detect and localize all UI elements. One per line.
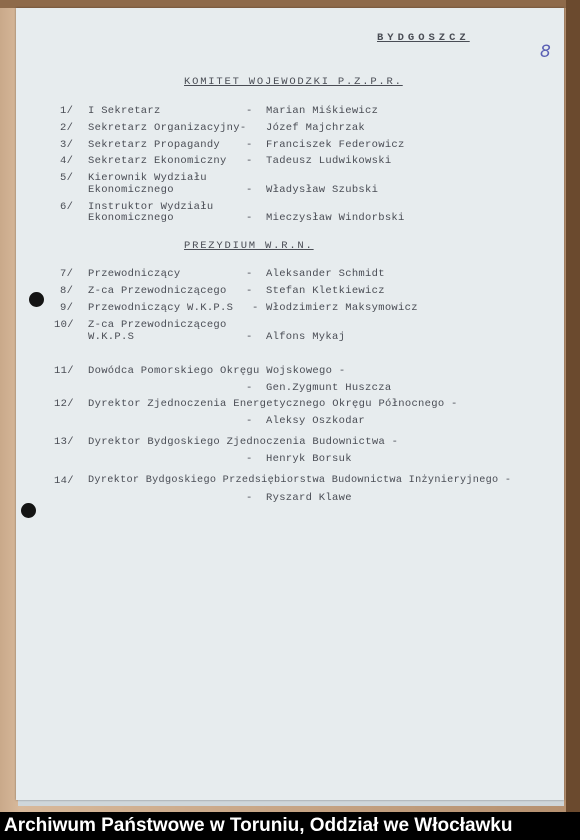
row-number: 14/: [54, 475, 74, 487]
row-role-continued: W.K.P.S: [88, 331, 135, 343]
punch-hole: [29, 292, 44, 307]
row-role: Sekretarz Ekonomiczny: [88, 155, 227, 167]
row-name: Ryszard Klawe: [266, 492, 352, 504]
row-dash: -: [252, 302, 259, 314]
section-title-komitet: KOMITET WOJEWODZKI P.Z.P.R.: [184, 76, 403, 88]
row-name: Aleksander Schmidt: [266, 268, 385, 280]
row-number: 12/: [54, 398, 74, 410]
row-number: 2/: [60, 122, 74, 134]
page-number: 8: [540, 42, 551, 62]
row-dash: -: [246, 285, 253, 297]
row-dash: -: [246, 212, 253, 224]
row-role: Przewodniczący W.K.P.S: [88, 302, 234, 314]
row-dash: -: [246, 453, 253, 465]
row-name: Mieczysław Windorbski: [266, 212, 405, 224]
folder-top-edge: [0, 0, 580, 8]
archive-caption: Archiwum Państwowe w Toruniu, Oddział we Włocławku: [0, 812, 580, 840]
row-dash: -: [246, 184, 253, 196]
row-dash: -: [246, 139, 253, 151]
row-number: 1/: [60, 105, 74, 117]
row-role: Kierownik Wydziału: [88, 172, 207, 184]
paper-bottom-edge: [18, 800, 564, 806]
row-name: Aleksy Oszkodar: [266, 415, 366, 427]
row-role: Przewodniczący: [88, 268, 181, 280]
row-name: Gen.Zygmunt Huszcza: [266, 382, 392, 394]
folder-right-edge: [566, 0, 580, 812]
row-number: 9/: [60, 302, 74, 314]
punch-hole: [21, 503, 36, 518]
row-role-continued: Ekonomicznego: [88, 184, 174, 196]
row-name: Józef Majchrzak: [266, 122, 366, 134]
row-name: Marian Miśkiewicz: [266, 105, 379, 117]
row-number: 10/: [54, 319, 74, 331]
row-number: 6/: [60, 201, 74, 213]
city-heading: BYDGOSZCZ: [377, 32, 470, 44]
row-role: Dyrektor Bydgoskiego Przedsiębiorstwa Budownictwa Inżynieryjnego -: [88, 475, 512, 486]
row-name: Franciszek Federowicz: [266, 139, 405, 151]
row-dash: -: [246, 415, 253, 427]
row-dash: -: [246, 331, 253, 343]
row-role: Sekretarz Organizacyjny-: [88, 122, 247, 134]
row-number: 13/: [54, 436, 74, 448]
row-dash: -: [246, 105, 253, 117]
row-name: Tadeusz Ludwikowski: [266, 155, 392, 167]
row-role: Dyrektor Bydgoskiego Zjednoczenia Budownictwa -: [88, 436, 399, 448]
row-role: Dowódca Pomorskiego Okręgu Wojskowego -: [88, 365, 346, 377]
row-name: Henryk Borsuk: [266, 453, 352, 465]
row-role: I Sekretarz: [88, 105, 161, 117]
row-name: Alfons Mykaj: [266, 331, 346, 343]
row-name: Włodzimierz Maksymowicz: [266, 302, 418, 314]
row-role: Z-ca Przewodniczącego: [88, 285, 227, 297]
row-number: 5/: [60, 172, 74, 184]
row-name: Władysław Szubski: [266, 184, 379, 196]
row-number: 8/: [60, 285, 74, 297]
row-number: 7/: [60, 268, 74, 280]
row-role-continued: Ekonomicznego: [88, 212, 174, 224]
row-number: 4/: [60, 155, 74, 167]
row-role: Z-ca Przewodniczącego: [88, 319, 227, 331]
row-dash: -: [246, 492, 253, 504]
row-role: Dyrektor Zjednoczenia Energetycznego Okręgu Północnego -: [88, 398, 458, 410]
row-dash: -: [246, 268, 253, 280]
row-role: Sekretarz Propagandy: [88, 139, 221, 151]
row-dash: -: [246, 155, 253, 167]
row-name: Stefan Kletkiewicz: [266, 285, 385, 297]
row-role: Instruktor Wydziału: [88, 201, 214, 213]
document-page: [16, 8, 564, 800]
row-number: 11/: [54, 365, 74, 377]
row-number: 3/: [60, 139, 74, 151]
row-dash: -: [246, 382, 253, 394]
section-title-prezydium: PREZYDIUM W.R.N.: [184, 240, 314, 252]
